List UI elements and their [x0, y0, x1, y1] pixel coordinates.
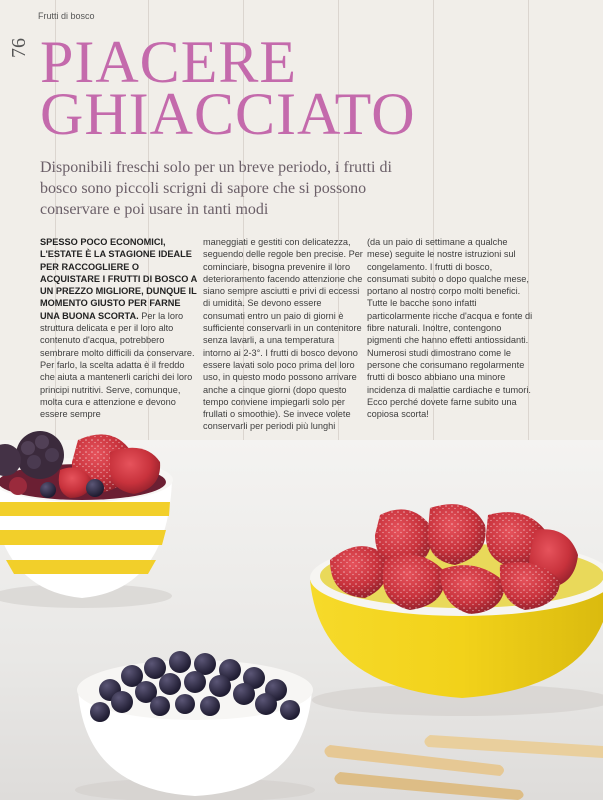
- page-number: 76: [8, 38, 30, 58]
- column-1-text: Per la loro struttura delicata e per il loro alto contenuto d'acqua, potrebbero sembrare molto difficili da conservare. Per farlo, la scelta adatta è il freddo che aiuta a mantenerli carichi dei loro principi nutritivi. Serve, comunque, molta cura e attenzione e devono essere sempre: [40, 310, 195, 420]
- section-label: Frutti di bosco: [38, 11, 95, 21]
- body-column-2: maneggiati e gestiti con delicatezza, seguendo delle regole ben precise. Per cominciare, bisogna prevenire il loro deterioramento facendo attenzione che siano sempre asciutti e privi di eccessi di umidità. Se devono essere consumati entro un paio di giorni è sufficiente conservarli in un contenitore senza lavarli, a una temperatura intorno ai 2-3°. I frutti di bosco devono essere lavati solo poco prima del loro uso, in questo modo possono arrivare anche a cinque giorni (dopo questo tempo conviene impiegarli solo per frullati o smoothie). Se invece volete conservarli per periodi più lunghi: [203, 237, 363, 432]
- body-column-3: (da un paio di settimane a qualche mese) seguite le nostre istruzioni sul congelamento. I frutti di bosco, consumati subito o dopo qualche mese, portano al nostro corpo molti benefici. Tutte le bacche sono infatti particolarmente ricche d'acqua e fonte di fibre naturali. Inoltre, contengono pigmenti che hanno effetti antiossidanti. Numerosi studi dimostrano come le persone che consumano regolarmente frutti di bosco abbiano una minore incidenza di malattie cardiache e tumori. Ecco perché dovete farne subito una copiosa scorta!: [367, 237, 533, 420]
- mixed-berries-left: [0, 431, 160, 498]
- title-line-1: PIACERE: [40, 29, 298, 95]
- title-line-2: GHIACCIATO: [40, 81, 416, 147]
- article-subtitle: Disponibili freschi solo per un breve periodo, i frutti di bosco sono piccoli scrigni di sapore che si possono conservare e poi usare in tanti modi: [40, 159, 392, 218]
- lead-paragraph: SPESSO POCO ECONOMICI, L'ESTATE È LA STAGIONE IDEALE PER RACCOGLIERE O ACQUISTARE I FRUTTI DI BOSCO A UN PREZZO MIGLIORE, DUNQUE IL MOMENTO GIUSTO PER FARNE UNA BUONA SCORTA.: [40, 237, 197, 321]
- wooden-sticks: [324, 735, 603, 800]
